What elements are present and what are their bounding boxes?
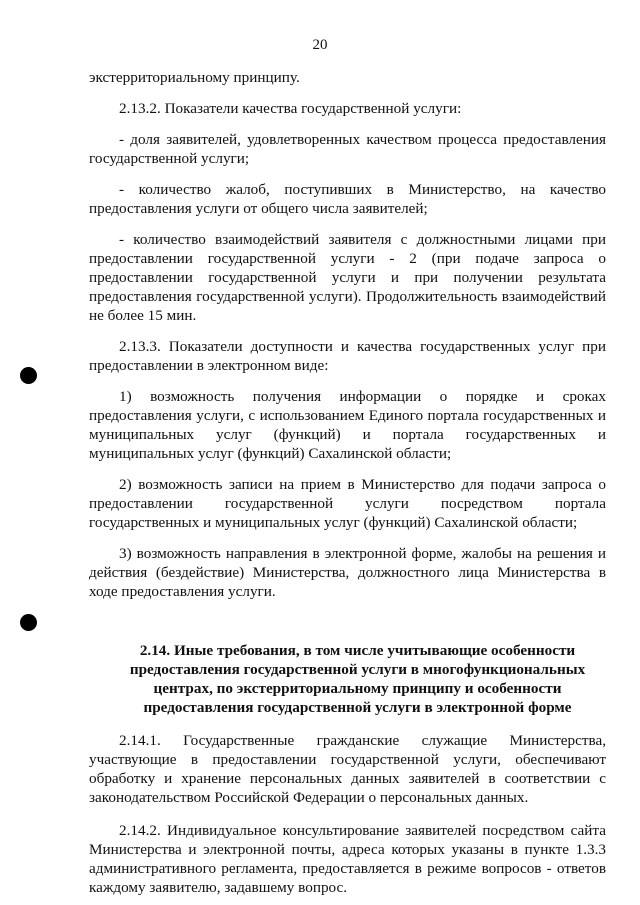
list-item-3: 3) возможность направления в электронной форме, жалобы на решения и действия (бездействие) Министерства, должностного лица Министерства в ходе предоставления услуги. — [89, 545, 606, 600]
list-item-share-satisfied: - доля заявителей, удовлетворенных качеством процесса предоставления государственной услуги; — [89, 131, 606, 167]
paragraph-2-13-2: 2.13.2. Показатели качества государственной услуги: — [119, 100, 462, 117]
document-body — [89, 68, 606, 897]
punch-hole-lower — [20, 614, 37, 631]
list-item-complaints: - количество жалоб, поступивших в Министерство, на качество предоставления услуги от общего числа заявителей; — [89, 181, 606, 217]
paragraph-2-14-2: 2.14.2. Индивидуальное консультирование заявителей посредством сайта Министерства и электронной почты, адреса которых указаны в пункте 1.3.3 административного регламента, предоставляется в режиме вопросов - ответов каждому заявителю, задавшему вопрос. — [89, 822, 606, 896]
page-number: 20 — [312, 37, 328, 53]
punch-hole-upper — [20, 367, 37, 384]
section-heading-2-14: 2.14. Иные требования, в том числе учитывающие особенности предоставления государственной услуги в многофункциональных центрах, по экстерриториальному принципу и особенности предоставления государственной услуги в электронной форме — [129, 642, 586, 716]
list-item-interactions: - количество взаимодействий заявителя с должностными лицами при предоставлении государственной услуги - 2 (при подаче запроса о предоставлении государственной услуги и при получении результата предоставления государственной услуги). Продолжительность взаимодействий не более 15 мин. — [89, 231, 606, 324]
paragraph-2-14-1: 2.14.1. Государственные гражданские служащие Министерства, участвующие в предоставлении государственной услуги, обеспечивают обработку и хранение персональных данных заявителей в соответствии с законодательством Российской Федерации о персональных данных. — [89, 732, 606, 806]
paragraph-2-13-3: 2.13.3. Показатели доступности и качества государственных услуг при предоставлении в электронном виде: — [89, 338, 606, 374]
paragraph-continuation: экстерриториальному принципу. — [89, 69, 300, 86]
list-item-2: 2) возможность записи на прием в Министерство для подачи запроса о предоставлении государственной услуги посредством портала государственных и муниципальных услуг (функций) Сахалинской области; — [89, 476, 606, 531]
list-item-1: 1) возможность получения информации о порядке и сроках предоставления услуги, с использованием Единого портала государственных и муниципальных услуг (функций) и портала государственных и муниципальных услуг (функций) Сахалинской области; — [89, 388, 606, 462]
